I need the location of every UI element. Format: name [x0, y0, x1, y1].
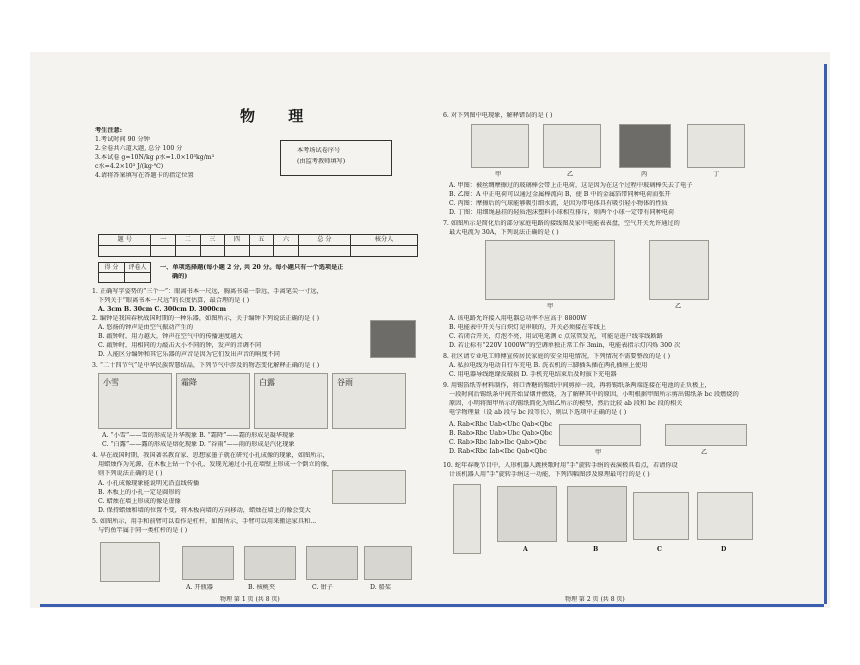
question-line: A. 甲图：被丝绸摩擦过的玻璃棒会带上正电荷，这是因为在这个过程中玻璃棒失去了电子: [449, 182, 693, 189]
figure-label: 甲: [547, 303, 554, 310]
question-line: A. 悠扬的钟声是由空气振动产生的: [98, 324, 194, 331]
question-line: 5. 如图所示，用手和前臂可以看作是杠杆，如图所示，手臂可以用来搬运家具和...: [92, 518, 317, 525]
question-line: C. “白露”——露的形成是熔化现象 D. “谷雨”——雨的形成是汽化现象: [102, 441, 295, 448]
nutcracker-image: [244, 546, 296, 580]
foam-balls-figure: [687, 124, 745, 168]
score-cell: [99, 246, 151, 257]
page-title: 物 理: [240, 107, 318, 125]
rod-rubbing-figure: [471, 124, 529, 168]
circuit-figure-c: [633, 492, 689, 540]
option-line: D. Rab<Rbc Iab<Ibc Qab<Qbc: [449, 448, 547, 455]
score-header: 四: [225, 235, 250, 246]
score-header: 总 分: [298, 235, 350, 246]
question-line: 3. “二十四节气”是中华民族智慧结晶，下列节气中涉及的物态变化解释正确的是 ( ): [92, 362, 320, 369]
exam-serial-box: [280, 140, 392, 176]
question-line: 9. 用锡箔纸等材料制作，将口香糖的锡纸中间剪掉一段，再将锡纸条两端连接在电池的正负极上，: [443, 382, 711, 389]
motor-figure-d: [697, 492, 753, 540]
grader-cell: 评卷人: [125, 263, 151, 273]
score-table: [98, 234, 418, 257]
question-line: A. 私拉电线为电动自行车充电 B. 洗衣机的三脚插头插在两孔插座上使用: [449, 362, 648, 369]
score-cell: [151, 246, 176, 257]
bottle-opener-image: [182, 546, 234, 580]
note-line: 1.考试时间 90 分钟: [95, 136, 150, 143]
figure-label: 甲: [495, 171, 502, 178]
option-label: B. 核桃夹: [248, 584, 276, 591]
score-header: 题 号: [99, 235, 151, 246]
question-line: A. “小雪”——雪的形成是升华现象 B. “霜降”——霜的形成是凝华现象: [102, 432, 295, 439]
question-line: D. 保持蜡烛和墙的位置不变，将木板向墙的方向移动，蜡烛在墙上的像会变大: [98, 507, 311, 514]
question-line: 10. 蛇年春晚节目中，人形机器人跳秧歌时用“手”旋转手绢的表演极具看点，若请你设: [443, 462, 678, 469]
question-line: 一段时间后锡纸条中间开始冒烟并燃烧，为了解释其中的原因，小明根据甲图所示剪出锡纸条 bc 段燃烧的: [449, 391, 739, 398]
question-line: C. 丙图：摩擦后的气球能够吸引细水流，是因为带电体具有吸引轻小物体的性质: [449, 200, 668, 207]
scan-border-bottom: [40, 604, 824, 607]
question-line: D. 人能区分编钟和其它乐器的声音是因为它们发出声音的响度不同: [98, 351, 280, 358]
panel-label: 霜降: [181, 378, 197, 387]
pinhole-camera-figure: [332, 470, 406, 504]
question-line: 与钓鱼竿属于同一类杠杆的是 ( ): [98, 527, 188, 534]
question-line: 计该机器人用“手”旋转手绢这一功能，下列四幅图涉及原理最可行的是 ( ): [449, 471, 650, 478]
pliers-image: [306, 546, 358, 580]
page-1: [80, 52, 420, 608]
grader-cell: [125, 273, 151, 283]
score-header: 核分人: [351, 235, 418, 246]
score-header: 一: [151, 235, 176, 246]
question-line: 7. 如图所示是简化后的部分家庭电路的接线图及家中电能表表盘，空气开关允许通过的: [443, 220, 680, 227]
question-line: 电学物理量（设 ab 段与 bc 段等长），则以下选项中正确的是 ( ): [449, 409, 627, 416]
option-label: C. 钳子: [312, 584, 333, 591]
page-2: [435, 52, 770, 608]
solar-term-panel: [98, 373, 172, 429]
note-line: 2.全卷共六道大题, 总分 100 分: [95, 145, 183, 152]
score-cell: [298, 246, 350, 257]
score-cell: [225, 246, 250, 257]
energy-meter-figure: [649, 240, 709, 300]
score-cell: [175, 246, 200, 257]
question-line: A. 3cm B. 30cm C. 300cm D. 3000cm: [98, 306, 226, 313]
electroscope-figure: [543, 124, 601, 168]
figure-label: 甲: [595, 449, 602, 456]
option-label: D. 船桨: [370, 584, 392, 591]
scan-border-right: [824, 64, 827, 604]
figure-label: B: [593, 546, 599, 553]
score-cell: [274, 246, 299, 257]
solar-term-panel: [176, 373, 250, 429]
question-line: 下列关于“眼离书本一尺远”的长度估算，最合理的是 ( ): [98, 297, 250, 304]
section-heading: 一、单项选择题(每小题 2 分, 共 20 分。每小题只有一个选项是正: [160, 264, 344, 271]
question-line: B. 电能表中开关与白炽灯是串联的，开关必须接在零线上: [449, 324, 606, 331]
question-line: 6. 对下列图中电现象，解释错误的是 ( ): [443, 112, 553, 119]
question-line: 用蜡烛作为光源，在木板上钻一个小孔，发现光通过小孔在墙壁上形成一个倒立的像，: [98, 461, 334, 468]
panel-label: 白露: [259, 378, 275, 387]
section-heading: 确的): [172, 273, 188, 280]
solar-term-panel: [332, 373, 406, 429]
figure-label: 乙: [567, 171, 574, 178]
figure-label: 丙: [641, 171, 648, 178]
question-line: 最大电流为 30A，下列说法正确的是 ( ): [449, 229, 559, 236]
option-label: A. 开瓶器: [186, 584, 213, 591]
foil-model-figure: [665, 424, 747, 446]
question-line: 1. 正确写字姿势的“三个一”：眼离书本一尺远，胸离书桌一拳远，手离笔尖一寸远，: [92, 288, 323, 295]
scanned-exam-sheet: [30, 52, 830, 608]
exam-box-line: 本考场试卷序号: [297, 147, 341, 154]
note-line: 4.请将答案填写在答题卡的指定位置: [95, 172, 194, 179]
engine-figure-b: [567, 486, 627, 542]
question-line: D. 若让标有“220V 1000W”的空调单独正常工作 3min，电能表指示灯闪烁 300 次: [449, 342, 681, 349]
balloon-water-figure: [619, 124, 671, 168]
option-line: A. Rab<Rbc Uab<Ubc Qab<Qbc: [449, 421, 553, 428]
grader-cell: [99, 273, 125, 283]
figure-label: A: [523, 546, 528, 553]
page-footer: 物理 第 1 页 (共 8 页): [220, 596, 280, 603]
question-line: B. 敲钟时，用力越大，钟声在空气中的传播速度越大: [98, 333, 243, 340]
foil-strip-figure: [559, 424, 641, 446]
notes-heading: 考生注意:: [95, 127, 123, 134]
engine-figure-a: [497, 486, 557, 542]
figure-label: 乙: [675, 303, 682, 310]
grader-table: [98, 262, 151, 283]
grader-cell: 得 分: [99, 263, 125, 273]
question-line: A. 小孔成像现象能说明光沿直线传播: [98, 480, 200, 487]
question-line: 原因，小明将图甲所示的锡纸简化为图乙所示的模型，然后比较 ab 段和 bc 段的相关: [449, 400, 683, 407]
figure-label: 乙: [701, 449, 708, 456]
bianzhong-photo: [370, 320, 416, 358]
page-footer: 物理 第 2 页 (共 8 页): [565, 596, 625, 603]
question-line: C. 蜡烛在墙上形成的像是虚像: [98, 498, 181, 505]
question-line: C. 用电器导线绝缘皮破损 D. 手机充电结束后及时拔下充电器: [449, 371, 617, 378]
question-line: A. 该电路允许接入用电器总功率不应高于 8800W: [449, 315, 587, 322]
score-cell: [200, 246, 225, 257]
option-line: C. Rab>Rbc Iab>Ibc Qab>Qbc: [449, 439, 547, 446]
question-line: 则下列说法正确的是 ( ): [98, 470, 163, 477]
score-header: 五: [249, 235, 274, 246]
question-line: 4. 早在战国时期，我国著名教育家、思想家墨子就在研究小孔成像的现象，如图所示，: [92, 452, 329, 459]
paddle-image: [364, 546, 412, 580]
scale-image: [100, 542, 160, 582]
solar-term-panel: [254, 373, 328, 429]
question-line: D. 丁图：用细绳悬挂的轻质泡沫塑料小球相互排斥，则两个小球一定带有同种电荷: [449, 209, 675, 216]
score-header: 三: [200, 235, 225, 246]
score-header: 六: [274, 235, 299, 246]
question-line: 8. 社区请专业电工师傅宣传居民家庭的安全用电情况，下列情况不需要整改的是 ( ): [443, 353, 671, 360]
panel-label: 小雪: [103, 378, 119, 387]
note-line: c水=4.2×10³ J/(kg·℃): [95, 163, 164, 170]
figure-label: D: [721, 546, 727, 553]
note-line: 3.本试卷 g=10N/kg ρ水=1.0×10³kg/m³: [95, 154, 215, 161]
option-line: B. Rab>Rbc Uab>Ubc Qab>Qbc: [449, 430, 553, 437]
household-circuit-diagram: [485, 240, 615, 300]
score-cell: [351, 246, 418, 257]
question-line: C. 若闭合开关，灯泡不亮，用试电笔测 c 点氖管发光，可能是进户线零线断路: [449, 333, 663, 340]
question-line: 2. 编钟是我国春秋战国时期的一种乐器，如图所示，关于编钟下列说法正确的是 ( ): [92, 315, 320, 322]
robot-figure: [453, 484, 481, 554]
question-line: B. 乙图：A 中正电荷可以通过金属棒流向 B，使 B 中的金属箔带同种电荷而张开: [449, 191, 671, 198]
exam-box-line: (由监考教师填写): [297, 158, 346, 165]
figure-label: C: [657, 546, 662, 553]
figure-label: 丁: [713, 171, 720, 178]
question-line: C. 敲钟时，用相同的力敲击大小不同的钟，发声的音调不同: [98, 342, 262, 349]
score-header: 二: [175, 235, 200, 246]
score-cell: [249, 246, 274, 257]
question-line: B. 木板上的小孔一定是圆形的: [98, 489, 181, 496]
panel-label: 谷雨: [337, 378, 353, 387]
